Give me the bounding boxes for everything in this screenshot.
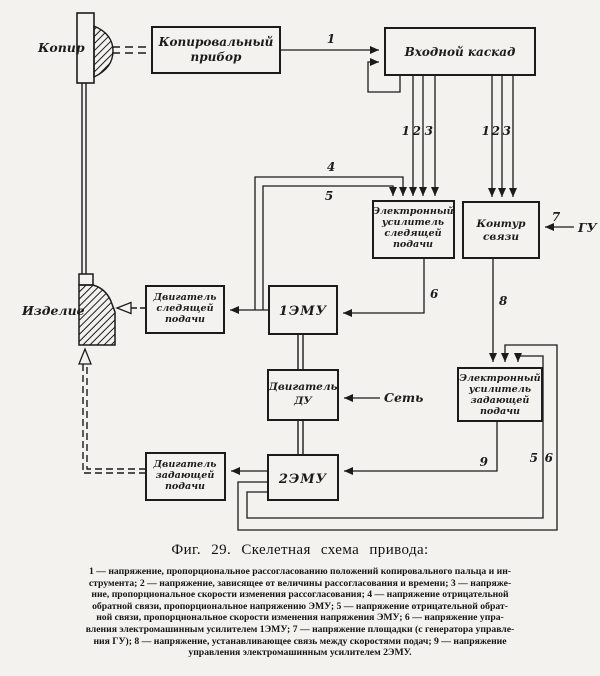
block-motor-tracking xyxy=(146,286,224,333)
block-copy-device xyxy=(152,27,280,73)
wire-label-9: 9 xyxy=(479,455,488,469)
wire-label-g1-1: 1 xyxy=(401,124,410,138)
motor-master-label-1: Двигатель xyxy=(153,459,217,470)
input-cascade-label: Входной каскад xyxy=(404,45,516,59)
legend-line: ния ГУ); 8 — напряжение, устанавливающее связь между скоростями подач; 9 — напряжение xyxy=(93,635,507,647)
block-emu1 xyxy=(269,286,337,334)
emu1-label: 1ЭМУ xyxy=(278,304,328,319)
block-amp-tracking xyxy=(372,201,454,258)
block-coupling-circuit xyxy=(463,202,539,258)
wire-label-4: 4 xyxy=(326,160,336,174)
legend-line: ной связи, пропорциональное скорости изменения напряжения ЭМУ; 6 — напряжение упра- xyxy=(96,612,504,624)
copy-device-label-1: Копировальный xyxy=(158,35,274,49)
motor-du-label-1: Двигатель xyxy=(268,381,338,393)
motor-master-label-3: подачи xyxy=(164,481,206,492)
legend-line: струмента; 2 — напряжение, зависящее от величины рассогласования и времени; 3 — напряже- xyxy=(88,577,512,589)
legend-line: ние, пропорциональное скорости изменения рассогласования; 4 — напряжение отрицательной xyxy=(91,589,509,601)
wire-label-g2-1: 1 xyxy=(481,124,490,138)
motor-du-label-2: ДУ xyxy=(294,395,312,407)
legend-line: управления электромашинным усилителем 2ЭМУ. xyxy=(188,647,412,659)
motor-tracking-label-3: подачи xyxy=(164,314,206,325)
copy-device-label-2: прибор xyxy=(190,50,242,64)
wire-label-fb5: 5 xyxy=(529,451,538,465)
motor-tracking-label-1: Двигатель xyxy=(153,292,217,303)
legend-line: обратной связи, пропорциональное напряжению ЭМУ; 5 — напряжение отрицательной обрат- xyxy=(92,600,508,612)
coupling-circuit-label-2: связи xyxy=(483,231,519,243)
block-input-cascade xyxy=(385,28,535,75)
figure-caption: Фиг. 29. Скелетная схема привода: xyxy=(171,542,429,558)
wire-label-g1-2: 2 xyxy=(412,124,421,138)
amp-tracking-label-2: усилитель xyxy=(381,217,445,228)
wire-label-1: 1 xyxy=(326,32,336,46)
amp-tracking-label-1: Электронный xyxy=(372,206,454,217)
wire-label-8: 8 xyxy=(499,294,508,308)
gu-label: ГУ xyxy=(578,220,597,235)
wire-label-g1-3: 3 xyxy=(424,124,433,138)
amp-master-label-1: Электронный xyxy=(459,373,541,384)
motor-master-label-2: задающей xyxy=(155,470,215,481)
wire-label-g2-2: 2 xyxy=(491,124,500,138)
emu2-label: 2ЭМУ xyxy=(278,472,328,487)
wire-label-6: 6 xyxy=(430,287,439,301)
net-label: Сеть xyxy=(384,390,424,405)
wire-label-7: 7 xyxy=(551,210,561,224)
master-motor-product-link xyxy=(87,364,146,469)
wire-label-fb6: 6 xyxy=(544,451,553,465)
amp-master-label-2: усилитель xyxy=(468,384,532,395)
motor-tracking-label-2: следящей xyxy=(156,303,214,314)
master-motor-product-link xyxy=(83,364,146,473)
wire-label-g2-3: 3 xyxy=(502,124,511,138)
block-motor-du xyxy=(268,370,338,420)
block-amp-master xyxy=(458,368,542,421)
open-arrowhead-into-product-bottom xyxy=(79,349,91,364)
wire-9 xyxy=(344,421,497,471)
amp-tracking-label-3: следящей xyxy=(384,228,442,239)
workpiece-stem xyxy=(79,274,93,285)
coupling-circuit-label-1: Контур xyxy=(476,218,526,230)
workpiece-label: Изделие xyxy=(22,303,85,318)
copier-cam-lobe xyxy=(94,26,113,77)
copier-label: Копир xyxy=(38,40,85,55)
amp-tracking-label-4: подачи xyxy=(392,239,434,250)
signal-wires xyxy=(230,50,574,530)
block-motor-master xyxy=(146,453,225,500)
open-arrowhead-into-product-side xyxy=(117,303,131,314)
amp-master-label-3: задающей xyxy=(470,395,530,406)
wire-label-5: 5 xyxy=(324,189,334,203)
coupling-circuit-box xyxy=(463,202,539,258)
legend-line: вления электромашинным усилителем 1ЭМУ; 7 — напряжение площадки (с генератора управле- xyxy=(85,623,515,635)
amp-master-label-4: подачи xyxy=(479,406,521,417)
wire-6 xyxy=(343,258,424,313)
figure-legend xyxy=(0,566,600,659)
mechanical-links xyxy=(82,47,303,473)
legend-line: 1 — напряжение, пропорциональное рассогласованию положений копировального пальца и ин- xyxy=(88,566,512,577)
block-emu2 xyxy=(268,455,338,500)
